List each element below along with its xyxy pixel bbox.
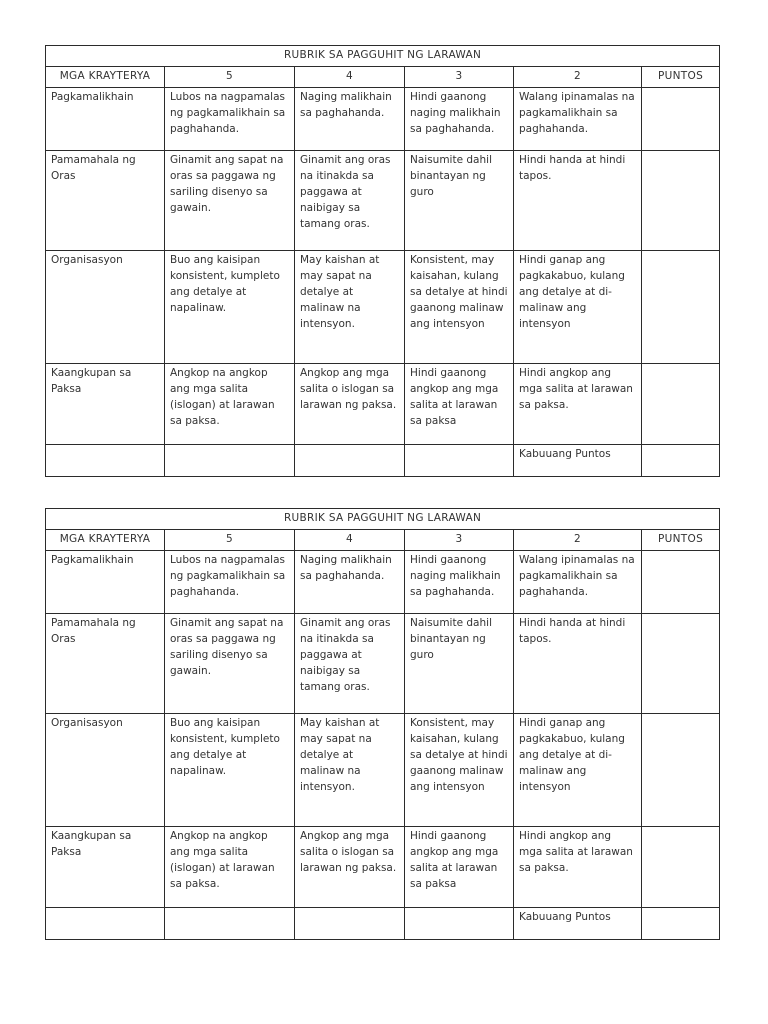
puntos-cell [642, 827, 720, 908]
score-4-cell: Angkop ang mga salita o islogan sa larawan ng paksa. [295, 364, 405, 445]
score-5-cell: Lubos na nagpamalas ng pagkamalikhain sa paghahanda. [165, 551, 295, 614]
table-row [46, 251, 720, 364]
score-2-cell: Hindi handa at hindi tapos. [514, 614, 642, 714]
score-4-cell: May kaishan at may sapat na detalye at malinaw na intensyon. [295, 251, 405, 364]
table-row [46, 151, 720, 251]
criterion-cell: Organisasyon [46, 714, 165, 827]
table-row [46, 827, 720, 908]
score-5-cell: Ginamit ang sapat na oras sa paggawa ng sariling disenyo sa gawain. [165, 151, 295, 251]
score-2-cell: Hindi angkop ang mga salita at larawan sa paksa. [514, 364, 642, 445]
criterion-cell: Pamamahala ng Oras [46, 614, 165, 714]
rubric-title: RUBRIK SA PAGGUHIT NG LARAWAN [46, 509, 720, 530]
score-5-cell: Ginamit ang sapat na oras sa paggawa ng sariling disenyo sa gawain. [165, 614, 295, 714]
rubric-table [45, 45, 720, 477]
score-3-cell: Naisumite dahil binantayan ng guro [405, 614, 514, 714]
empty-cell [405, 908, 514, 940]
total-puntos-cell [642, 445, 720, 477]
puntos-cell [642, 714, 720, 827]
criterion-cell: Pagkamalikhain [46, 88, 165, 151]
header-puntos: PUNTOS [642, 530, 720, 551]
score-3-cell: Naisumite dahil binantayan ng guro [405, 151, 514, 251]
criterion-cell: Kaangkupan sa Paksa [46, 827, 165, 908]
score-2-cell: Hindi angkop ang mga salita at larawan sa paksa. [514, 827, 642, 908]
total-puntos-cell [642, 908, 720, 940]
header-score-5: 5 [165, 530, 295, 551]
empty-cell [405, 445, 514, 477]
header-score-3: 3 [405, 67, 514, 88]
score-4-cell: Naging malikhain sa paghahanda. [295, 551, 405, 614]
header-score-5: 5 [165, 67, 295, 88]
empty-cell [295, 908, 405, 940]
empty-cell [46, 445, 165, 477]
criterion-cell: Organisasyon [46, 251, 165, 364]
score-4-cell: Ginamit ang oras na itinakda sa paggawa at naibigay sa tamang oras. [295, 614, 405, 714]
score-3-cell: Hindi gaanong naging malikhain sa paghahanda. [405, 551, 514, 614]
score-5-cell: Angkop na angkop ang mga salita (islogan) at larawan sa paksa. [165, 364, 295, 445]
rubric-title: RUBRIK SA PAGGUHIT NG LARAWAN [46, 46, 720, 67]
table-row [46, 88, 720, 151]
header-score-3: 3 [405, 530, 514, 551]
header-score-4: 4 [295, 67, 405, 88]
table-row [46, 364, 720, 445]
score-5-cell: Lubos na nagpamalas ng pagkamalikhain sa paghahanda. [165, 88, 295, 151]
puntos-cell [642, 364, 720, 445]
score-2-cell: Hindi ganap ang pagkakabuo, kulang ang detalye at di-malinaw ang intensyon [514, 714, 642, 827]
header-puntos: PUNTOS [642, 67, 720, 88]
score-2-cell: Walang ipinamalas na pagkamalikhain sa paghahanda. [514, 88, 642, 151]
puntos-cell [642, 151, 720, 251]
score-4-cell: May kaishan at may sapat na detalye at malinaw na intensyon. [295, 714, 405, 827]
puntos-cell [642, 88, 720, 151]
total-label: Kabuuang Puntos [514, 445, 642, 477]
header-score-2: 2 [514, 67, 642, 88]
score-3-cell: Hindi gaanong naging malikhain sa paghahanda. [405, 88, 514, 151]
total-label: Kabuuang Puntos [514, 908, 642, 940]
score-4-cell: Ginamit ang oras na itinakda sa paggawa at naibigay sa tamang oras. [295, 151, 405, 251]
table-row [46, 614, 720, 714]
puntos-cell [642, 251, 720, 364]
header-criteria: MGA KRAYTERYA [46, 67, 165, 88]
header-criteria: MGA KRAYTERYA [46, 530, 165, 551]
score-5-cell: Buo ang kaisipan konsistent, kumpleto ang detalye at napalinaw. [165, 714, 295, 827]
score-2-cell: Walang ipinamalas na pagkamalikhain sa paghahanda. [514, 551, 642, 614]
score-3-cell: Hindi gaanong angkop ang mga salita at larawan sa paksa [405, 364, 514, 445]
empty-cell [46, 908, 165, 940]
criterion-cell: Pagkamalikhain [46, 551, 165, 614]
score-4-cell: Angkop ang mga salita o islogan sa larawan ng paksa. [295, 827, 405, 908]
empty-cell [165, 445, 295, 477]
puntos-cell [642, 614, 720, 714]
empty-cell [295, 445, 405, 477]
header-score-2: 2 [514, 530, 642, 551]
total-row [46, 908, 720, 940]
rubric-table [45, 508, 720, 940]
score-2-cell: Hindi handa at hindi tapos. [514, 151, 642, 251]
score-3-cell: Hindi gaanong angkop ang mga salita at larawan sa paksa [405, 827, 514, 908]
table-row [46, 714, 720, 827]
total-row [46, 445, 720, 477]
header-score-4: 4 [295, 530, 405, 551]
table-row [46, 551, 720, 614]
score-5-cell: Buo ang kaisipan konsistent, kumpleto ang detalye at napalinaw. [165, 251, 295, 364]
criterion-cell: Pamamahala ng Oras [46, 151, 165, 251]
score-2-cell: Hindi ganap ang pagkakabuo, kulang ang detalye at di-malinaw ang intensyon [514, 251, 642, 364]
score-3-cell: Konsistent, may kaisahan, kulang sa detalye at hindi gaanong malinaw ang intensyon [405, 251, 514, 364]
score-3-cell: Konsistent, may kaisahan, kulang sa detalye at hindi gaanong malinaw ang intensyon [405, 714, 514, 827]
empty-cell [165, 908, 295, 940]
score-4-cell: Naging malikhain sa paghahanda. [295, 88, 405, 151]
criterion-cell: Kaangkupan sa Paksa [46, 364, 165, 445]
score-5-cell: Angkop na angkop ang mga salita (islogan) at larawan sa paksa. [165, 827, 295, 908]
puntos-cell [642, 551, 720, 614]
